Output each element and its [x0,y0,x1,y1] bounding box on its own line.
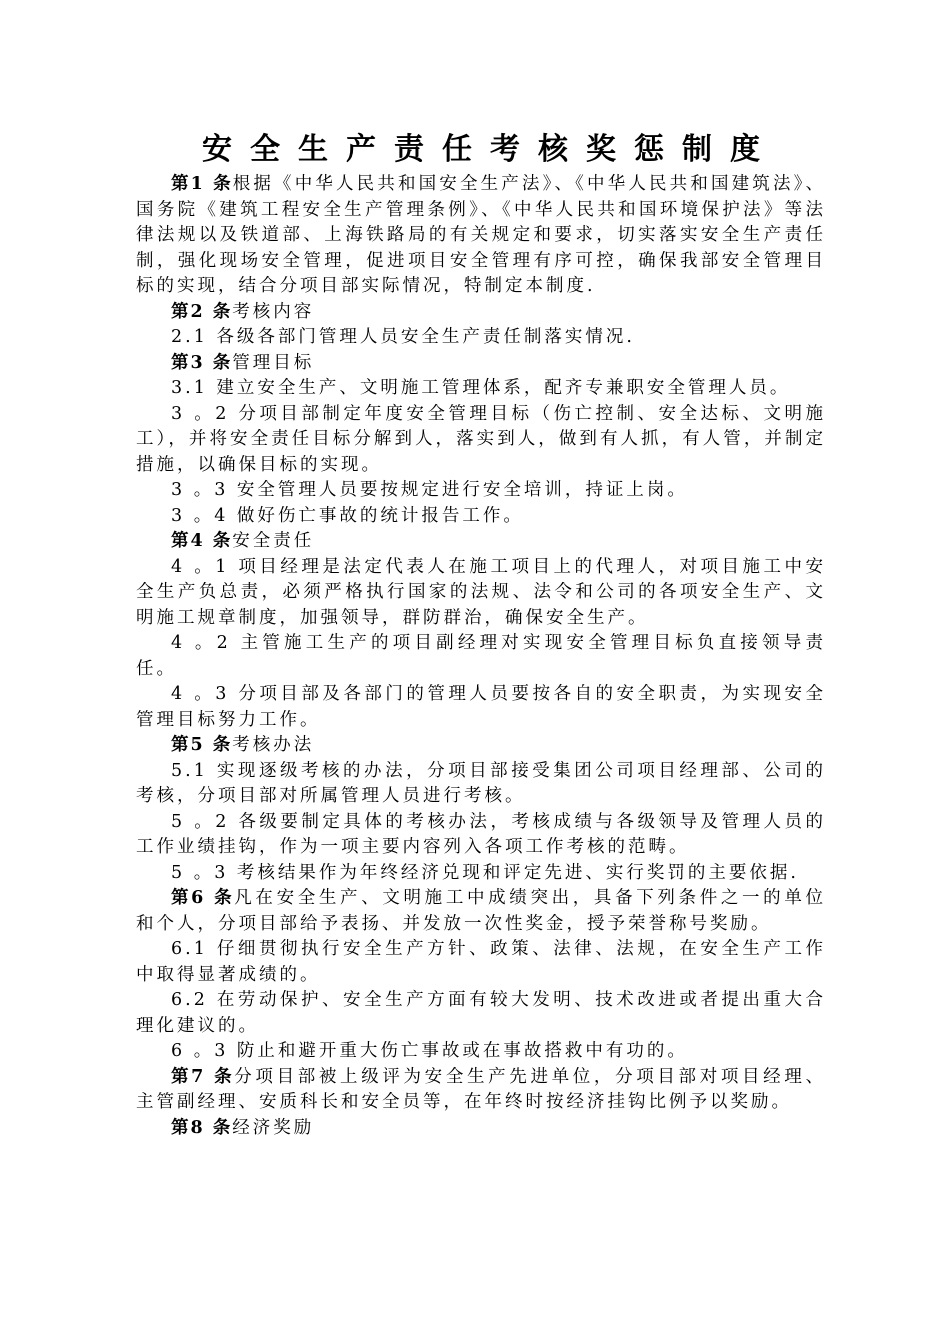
paragraph [136,886,826,937]
paragraph [136,759,826,810]
paragraph [136,1039,826,1065]
paragraph [136,478,826,504]
paragraph-text: 5 。3 考核结果作为年终经济兑现和评定先进、实行奖罚的主要依据. [171,862,799,883]
paragraph-text: 5 。2 各级要制定具体的考核办法，考核成绩与各级领导及管理人员的工作业绩挂钩，作为一项主要内容列入各项工作考核的范畴。 [136,811,826,857]
article-heading: 第6 条 [171,888,235,908]
paragraph-text: 6.1 仔细贯彻执行安全生产方针、政策、法律、法规，在安全生产工作中取得显著成绩的。 [136,939,826,985]
article-heading: 第3 条 [171,352,233,373]
paragraph-text: 3 。4 做好伤亡事故的统计报告工作。 [171,505,524,526]
article-heading: 第2 条 [171,301,233,322]
paragraph [136,529,826,555]
paragraph-text: 经济奖励 [232,1117,315,1138]
document-page [136,128,826,1141]
paragraph-text: 4 。3 分项目部及各部门的管理人员要按各自的安全职责，为实现安全管理目标努力工作。 [136,684,826,730]
paragraph [136,351,826,377]
paragraph [136,1116,826,1142]
article-heading: 第8 条 [171,1117,233,1138]
paragraph-text: 考核办法 [232,735,315,755]
paragraph [136,402,826,479]
paragraph [136,300,826,326]
paragraph-text: 分项目部被上级评为安全生产先进单位，分项目部对项目经理、主管副经理、安质科长和安全员等，在年终时按经济挂钩比例予以奖励。 [136,1066,826,1112]
paragraph-text: 6 。3 防止和避开重大伤亡事故或在事故搭救中有功的。 [171,1041,688,1061]
article-heading: 第4 条 [171,531,233,551]
article-heading: 第7 条 [171,1066,235,1087]
paragraph [136,172,826,300]
paragraph [136,631,826,682]
paragraph [136,555,826,632]
paragraph-text: 4 。2 主管施工生产的项目副经理对实现安全管理目标负直接领导责任。 [136,633,826,679]
paragraph-text: 凡在安全生产、文明施工中成绩突出，具备下列条件之一的单位和个人，分项目部给予表扬、并发放一次性奖金，授予荣誉称号奖励。 [136,888,826,934]
paragraph-text: 管理目标 [232,352,315,373]
paragraph-text: 根据《中华人民共和国安全生产法》、《中华人民共和国建筑法》、国务院《建筑工程安全生产管理条例》、《中华人民共和国环境保护法》等法律法规以及铁道部、上海铁路局的有关规定和要求，切实落实安全生产责任制，强化现场安全管理，促进项目安全管理有序可控，确保我部安全管理目标的实现，结合分项目部实际情况，特制定本制度. [136,174,827,296]
article-heading: 第1 条 [171,174,233,194]
paragraph [136,1065,826,1116]
paragraph [136,937,826,988]
paragraph-text: 安全责任 [232,531,315,551]
paragraph [136,733,826,759]
paragraph [136,325,826,351]
article-heading: 第5 条 [171,735,233,755]
paragraph-text: 2.1 各级各部门管理人员安全生产责任制落实情况. [171,327,635,347]
paragraph [136,988,826,1039]
paragraph [136,810,826,861]
paragraph-text: 3 。3 安全管理人员要按规定进行安全培训，持证上岗。 [171,480,688,500]
paragraph [136,682,826,733]
document-title: 安全生产责任考核奖惩制度 [202,132,778,167]
paragraph [136,376,826,402]
document-body [136,172,826,1141]
paragraph-text: 5.1 实现逐级考核的办法，分项目部接受集团公司项目经理部、公司的考核，分项目部对所属管理人员进行考核。 [136,760,826,806]
paragraph [136,861,826,887]
paragraph-text: 3.1 建立安全生产、文明施工管理体系，配齐专兼职安全管理人员。 [171,378,791,398]
paragraph-text: 3 。2 分项目部制定年度安全管理目标（伤亡控制、安全达标、文明施工），并将安全责任目标分解到人，落实到人，做到有人抓，有人管，并制定措施，以确保目标的实现。 [136,403,826,475]
paragraph [136,504,826,530]
paragraph-text: 6.2 在劳动保护、安全生产方面有较大发明、技术改进或者提出重大合理化建议的。 [136,990,826,1036]
paragraph-text: 4 。1 项目经理是法定代表人在施工项目上的代理人，对项目施工中安全生产负总责，必须严格执行国家的法规、法令和公司的各项安全生产、文明施工规章制度，加强领导，群防群治，确保安全生产。 [136,556,826,628]
paragraph-text: 考核内容 [232,301,315,322]
